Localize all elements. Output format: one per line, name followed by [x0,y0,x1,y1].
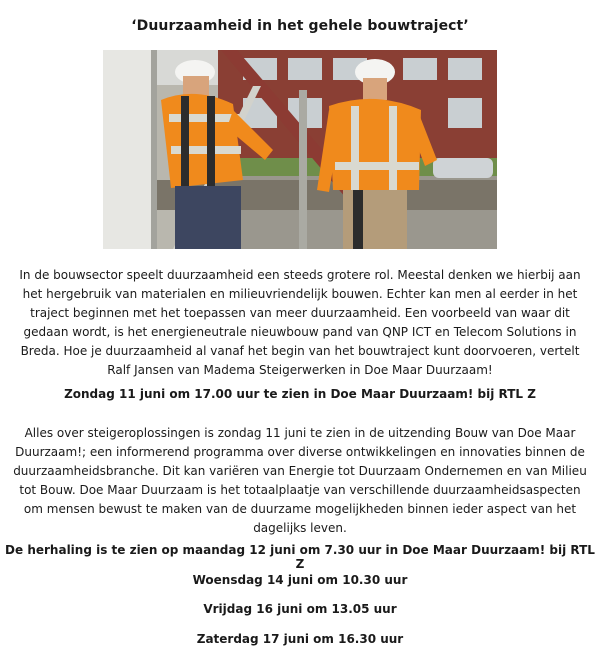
schedule-item: Vrijdag 16 juni om 13.05 uur [203,602,397,616]
broadcast-announcement: Zondag 11 juni om 17.00 uur te zien in Doe Maar Duurzaam! bij RTL Z [64,387,536,401]
article-intro: In de bouwsector speelt duurzaamheid een steeds grotere rol. Meestal denken we hierbij aan het hergebruik van materialen en milieuvriendelijk bouwen. Echter kan men al eerder in het traject beginnen met het toepassen van meer duurzaamheid. Een voorbeeld van waar dit gedaan wordt, is het energieneutrale nieuwbouw pand van QNP ICT en Telecom Solutions in Breda. Hoe je duurzaamheid al vanaf het begin van het bouwtraject kunt doorvoeren, vertelt Ralf Jansen van Madema Steigerwerken in Doe Maar Duurzaam! [19,268,581,377]
rerun-announcement: De herhaling is te zien op maandag 12 juni om 7.30 uur in Doe Maar Duurzaam! bij RTL Z [5,543,595,571]
article-photo [103,50,497,249]
article-details: Alles over steigeroplossingen is zondag 11 juni te zien in de uitzending Bouw van Doe Maar Duurzaam!; een informerend programma over diverse ontwikkelingen en innovaties binnen de duurzaamheidsbranche. Dit kan variëren van Energie tot Duurzaam Ondernemen en van Milieu tot Bouw. Doe Maar Duurzaam is het totaalplaatje van verschillende duurzaamheidsaspecten om mensen bewust te maken van de duurzame mogelijkheden binnen ieder aspect van het dagelijks leven. [13,426,587,535]
schedule-item: Woensdag 14 juni om 10.30 uur [192,573,408,587]
schedule-item: Zaterdag 17 juni om 16.30 uur [196,632,404,646]
article-title: ‘Duurzaamheid in het gehele bouwtraject’ [131,18,469,34]
